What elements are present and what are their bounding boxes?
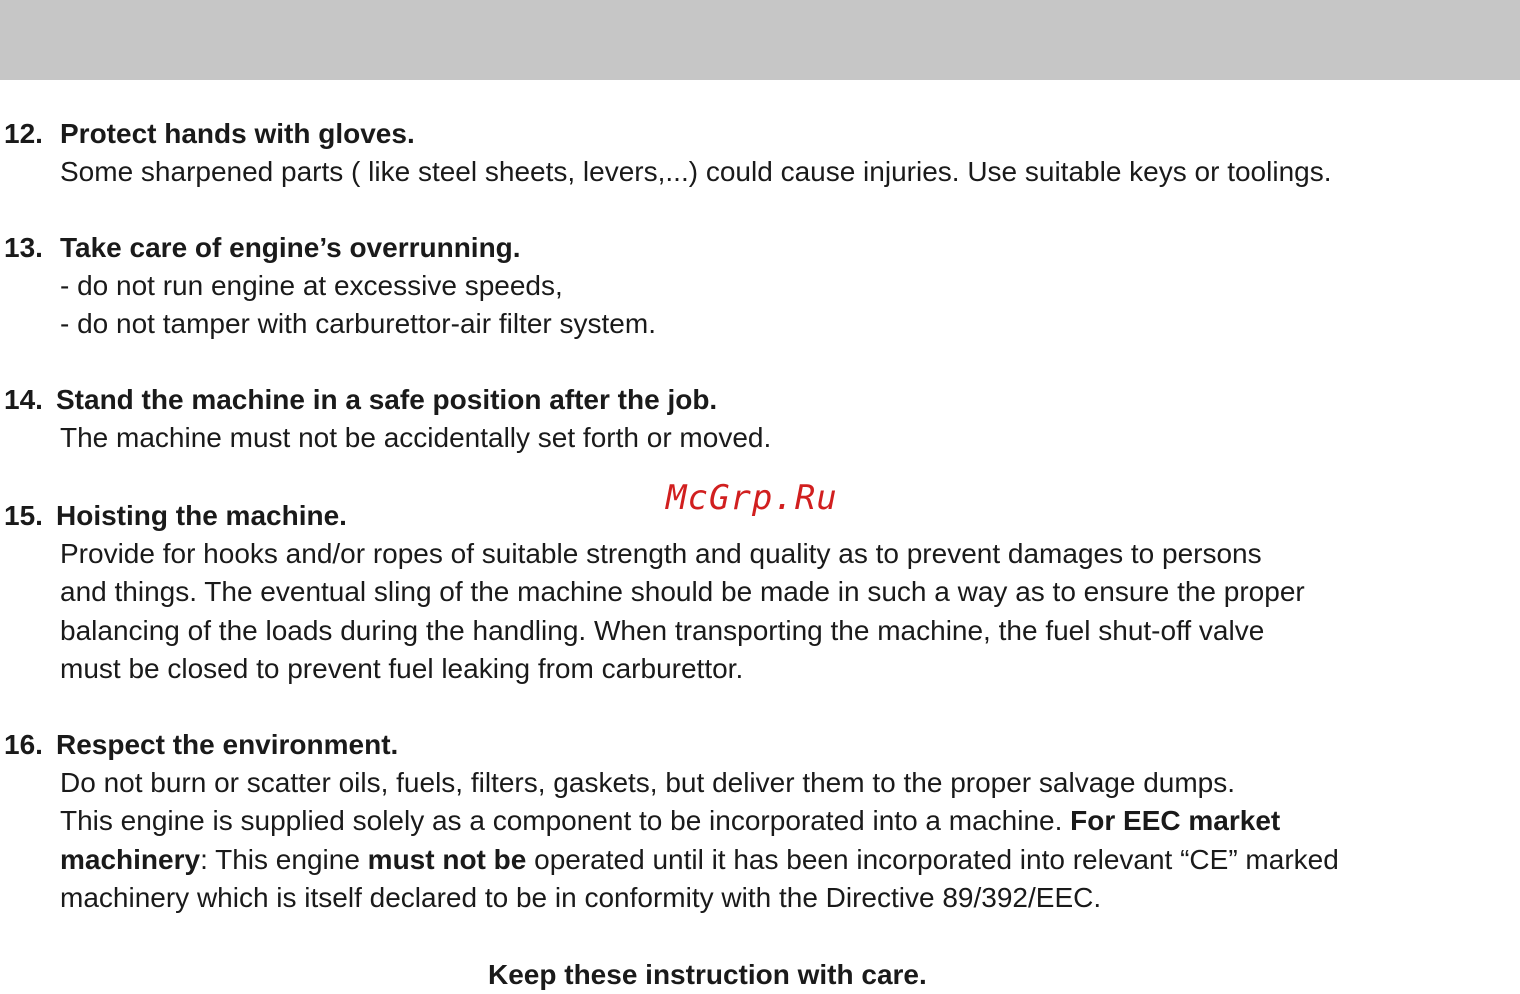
item-heading: [4, 381, 1504, 419]
safety-item-15: [4, 497, 1504, 688]
footer-note: Keep these instruction with care.: [488, 959, 927, 990]
safety-item-13: [4, 229, 1504, 344]
item-text: The machine must not be accidentally set forth or moved.: [60, 422, 772, 453]
eec-text: operated until it has been incorporated into relevant “CE” marked: [526, 843, 1339, 875]
item-text: must be closed to prevent fuel leaking from carburettor.: [60, 652, 744, 684]
item-text: - do not tamper with carburettor-air filter system.: [60, 308, 656, 340]
item-heading: [4, 115, 1504, 153]
item-text: Do not burn or scatter oils, fuels, filters, gaskets, but deliver them to the proper salvage dumps.: [60, 767, 1236, 798]
item-heading: [4, 726, 1504, 764]
item-number: 15.: [4, 500, 43, 531]
item-title: Protect hands with gloves.: [60, 118, 415, 149]
eec-emphasis: must not be: [367, 843, 527, 875]
safety-item-14: [4, 381, 1504, 457]
item-heading: [4, 497, 1504, 535]
item-number: 16.: [4, 729, 43, 760]
watermark-text: McGrp.Ru: [666, 478, 838, 518]
eec-text: : This engine: [200, 843, 368, 875]
eec-text: This engine is supplied solely as a component to be incorporated into a machine.: [60, 805, 1071, 837]
eec-text-line-3: machinery which is itself declared to be in conformity with the Directive 89/392/EEC.: [60, 881, 1102, 913]
item-title: Stand the machine in a safe position after the job.: [56, 384, 718, 415]
item-title: Hoisting the machine.: [56, 500, 347, 531]
safety-item-16: [4, 726, 1504, 917]
eec-text-line-2: [4, 841, 1504, 879]
eec-text-line-1: [4, 802, 1504, 840]
item-text: Provide for hooks and/or ropes of suitable strength and quality as to prevent damages to persons: [60, 538, 1262, 569]
item-text: Some sharpened parts ( like steel sheets, levers,...) could cause injuries. Use suitable keys or toolings.: [60, 156, 1332, 187]
item-text: - do not run engine at excessive speeds,: [60, 270, 563, 301]
item-text: and things. The eventual sling of the machine should be made in such a way as to ensure the proper: [60, 576, 1305, 608]
header-band: [0, 0, 1520, 80]
item-number: 14.: [4, 384, 43, 415]
safety-item-12: [4, 115, 1504, 191]
item-title: Take care of engine’s overrunning.: [60, 232, 521, 263]
item-heading: [4, 229, 1504, 267]
item-text: balancing of the loads during the handling. When transporting the machine, the fuel shut-off valve: [60, 614, 1265, 646]
item-number: 13.: [4, 232, 43, 263]
item-number: 12.: [4, 118, 43, 149]
eec-emphasis: For EEC market: [1070, 805, 1281, 837]
eec-emphasis: machinery: [60, 843, 201, 875]
item-title: Respect the environment.: [56, 729, 399, 760]
